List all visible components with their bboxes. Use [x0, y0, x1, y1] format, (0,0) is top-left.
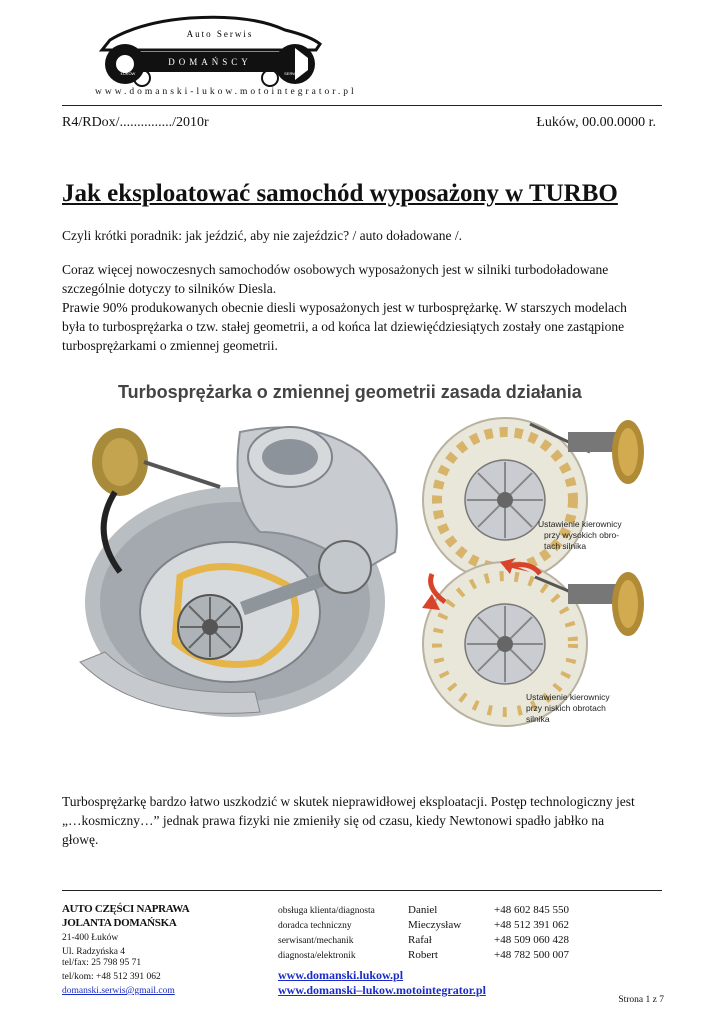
company-logo: [80, 8, 330, 92]
paragraph-line: „…kosmiczny…” jednak prawa fizyki nie zmieniły się od czasu, kiedy Newtonowi spadło jabłko na: [62, 813, 605, 828]
paragraph-line: Turbosprężarkę bardzo łatwo uszkodzić w skutek nieprawidłowej eksploatacji. Postęp technologiczny jest: [62, 794, 635, 809]
footer-phone: +48 782 500 007: [494, 949, 569, 961]
paragraph-intro: [62, 260, 662, 355]
footer-role: serwisant/mechanik: [278, 936, 354, 946]
label-high-3: tach silnika: [544, 541, 587, 551]
footer-company-line2: JOLANTA DOMAŃSKA: [62, 917, 177, 929]
label-low-2: przy niskich obrotach: [526, 703, 606, 713]
figure-heading: Turbosprężarka o zmiennej geometrii zasada działania: [118, 382, 582, 402]
logo-small-left: ŁUKÓW: [120, 71, 136, 76]
paragraph-line: Prawie 90% produkowanych obecnie diesli wyposażonych jest w turbosprężarkę. W starszych modelach: [62, 300, 627, 315]
paragraph-line: głowę.: [62, 832, 99, 847]
footer-name: Daniel: [408, 904, 438, 916]
logo-small-right: SERWIS: [284, 71, 300, 76]
paragraph-line: Coraz więcej nowoczesnych samochodów osobowych wyposażonych jest w silniki turbodoładowane: [62, 262, 609, 277]
footer-telkom: tel/kom: +48 512 391 062: [62, 972, 161, 982]
label-low-1: Ustawienie kierownicy: [526, 692, 610, 702]
logo-name: DOMAŃSCY: [168, 57, 252, 67]
footer-email-link[interactable]: domanski.serwis@gmail.com: [62, 986, 175, 996]
vane-ring-low-rpm: [422, 558, 644, 726]
label-low-3: silnika: [526, 714, 550, 724]
footer-divider: [62, 890, 662, 891]
footer-website-link[interactable]: www.domanski.lukow.pl: [278, 968, 404, 982]
paragraph-line: turbosprężarkami o zmiennej geometrii.: [62, 338, 278, 353]
turbocharger-cutaway: [80, 427, 397, 717]
footer-postal: 21-400 Łuków: [62, 933, 119, 943]
footer-role: obsługa klienta/diagnosta: [278, 906, 375, 916]
footer-phone: +48 512 391 062: [494, 919, 569, 931]
header-site-url: www.domanski-lukow.motointegrator.pl: [95, 87, 357, 97]
footer-name: Mieczysław: [408, 919, 462, 931]
footer-motointegrator-link[interactable]: www.domanski–lukow.motointegrator.pl: [278, 983, 486, 997]
footer-phone: +48 509 060 428: [494, 934, 569, 946]
paragraph-warning: [62, 792, 662, 849]
footer-telfax: tel/fax: 25 798 95 71: [62, 958, 142, 968]
page-title: Jak eksploatować samochód wyposażony w TURBO: [62, 180, 618, 207]
footer-phone: +48 602 845 550: [494, 904, 569, 916]
vane-ring-high-rpm: [423, 418, 644, 582]
document-reference: R4/RDox/.............../2010r: [62, 115, 209, 130]
paragraph-line: była to turbosprężarka o tzw. stałej geometrii, a od końca lat dziewięćdziesiątych zostały one zastąpione: [62, 319, 625, 334]
subtitle: Czyli krótki poradnik: jak jeździć, aby nie zajeździc? / auto doładowane /.: [62, 228, 462, 243]
footer-street: Ul. Radzyńska 4: [62, 947, 126, 957]
footer-name: Robert: [408, 949, 438, 961]
footer-role: diagnosta/elektronik: [278, 951, 356, 961]
header-divider: [62, 105, 662, 106]
footer-role: doradca techniczny: [278, 921, 352, 931]
paragraph-line: szczególnie dotyczy to silników Diesla.: [62, 281, 277, 296]
footer-name: Rafał: [408, 934, 432, 946]
turbocharger-illustration: [60, 362, 670, 734]
turbocharger-figure: [60, 362, 670, 734]
label-high-1: Ustawienie kierownicy: [538, 519, 622, 529]
footer-company-line1: AUTO CZĘŚCI NAPRAWA: [62, 903, 190, 915]
logo-top-text: Auto Serwis: [186, 29, 254, 39]
label-high-2: przy wysokich obro-: [544, 530, 620, 540]
page-number: Strona 1 z 7: [618, 995, 664, 1005]
place-date: Łuków, 00.00.0000 r.: [536, 115, 656, 130]
